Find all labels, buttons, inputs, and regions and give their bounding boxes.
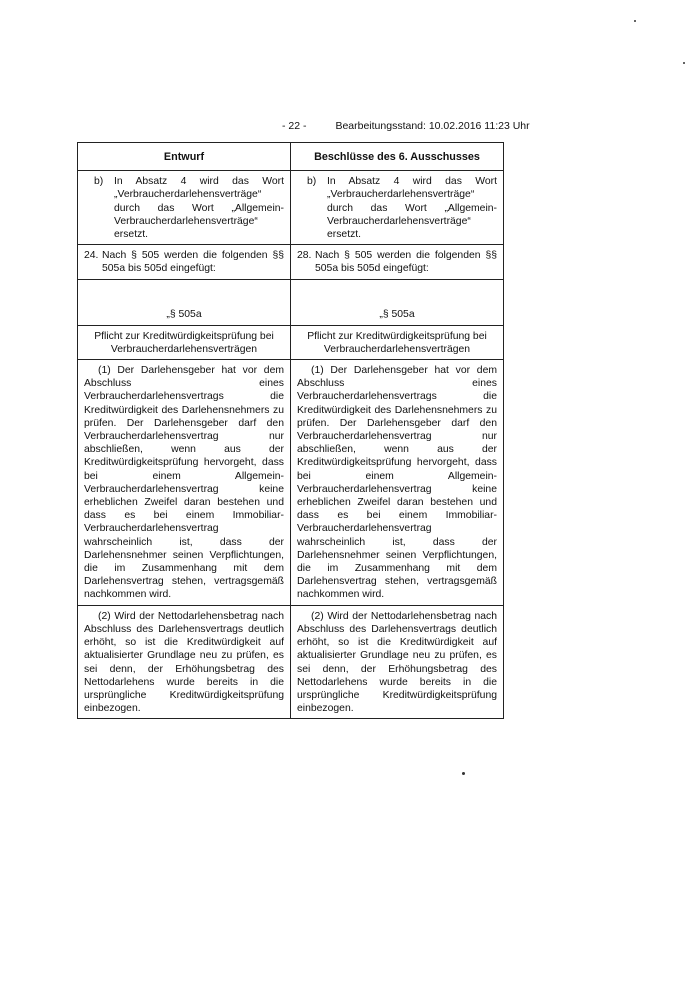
synopsis-table [77,142,504,719]
cell-right [291,245,504,279]
cell-left [78,171,291,245]
item-text: In Absatz 4 wird das Wort „Verbraucherdarlehensverträge“ durch das Wort „Allgemein-Verbraucherdarlehensverträge“ ersetzt. [327,176,497,241]
page-number: - 22 - [282,120,307,132]
edit-status: Bearbeitungsstand: 10.02.2016 11:23 Uhr [335,120,530,132]
cell-right [291,171,504,245]
item-number: 28. [297,250,312,262]
scan-speck [683,62,685,64]
item-text: Nach § 505 werden die folgenden §§ 505a bis 505d eingefügt: [315,250,497,275]
page-header [282,120,530,132]
table-row [78,325,504,359]
table-row [78,171,504,245]
item-text: In Absatz 4 wird das Wort „Verbraucherdarlehensverträge“ durch das Wort „Allgemein-Verbraucherdarlehensverträge“ ersetzt. [114,176,284,241]
section-heading: „§ 505a [291,279,504,325]
column-header-beschluesse: Beschlüsse des 6. Ausschusses [291,143,504,171]
table-row [78,605,504,719]
scan-speck [462,772,465,775]
paragraph-2: (2) Wird der Nettodarlehensbetrag nach Abschluss des Darlehensvertrags deutlich erhöht, so ist die Kreditwürdigkeit auf aktualisierter Grundlage neu zu prüfen, es sei denn, der Erhöhungsbetrag des Nettodarlehens wurde bereits in die ursprüngliche Kreditwürdigkeitsprüfung einbezogen. [78,605,291,719]
table-row [78,360,504,606]
section-title: Pflicht zur Kreditwürdigkeitsprüfung bei Verbraucherdarlehensverträgen [291,325,504,359]
table-row [78,279,504,325]
cell-left [78,245,291,279]
section-title: Pflicht zur Kreditwürdigkeitsprüfung bei Verbraucherdarlehensverträgen [78,325,291,359]
paragraph-1: (1) Der Darlehensgeber hat vor dem Abschluss eines Verbraucherdarlehensvertrags die Kreditwürdigkeit des Darlehensnehmers zu prüfen. Der Darlehensgeber darf den Verbraucherdarlehensvertrag nur abschließen, wenn aus der Kreditwürdigkeitsprüfung hervorgeht, dass bei einem Allgemein-Verbraucherdarlehensvertrag keine erheblichen Zweifel daran bestehen und dass es bei einem Immobiliar-Verbraucherdarlehensvertrag wahrscheinlich ist, dass der Darlehensnehmer seinen Verpflichtungen, die im Zusammenhang mit dem Darlehensvertrag stehen, vertragsgemäß nachkommen wird. [78,360,291,606]
item-label: b) [307,176,317,188]
section-heading: „§ 505a [78,279,291,325]
item-label: b) [94,176,104,188]
column-header-entwurf: Entwurf [78,143,291,171]
table-row [78,245,504,279]
paragraph-2: (2) Wird der Nettodarlehensbetrag nach Abschluss des Darlehensvertrags deutlich erhöht, so ist die Kreditwürdigkeit auf aktualisierter Grundlage neu zu prüfen, es sei denn, der Erhöhungsbetrag des Nettodarlehens wurde bereits in die ursprüngliche Kreditwürdigkeitsprüfung einbezogen. [291,605,504,719]
item-number: 24. [84,250,99,262]
item-text: Nach § 505 werden die folgenden §§ 505a bis 505d eingefügt: [102,250,284,275]
scan-speck [634,20,636,22]
paragraph-1: (1) Der Darlehensgeber hat vor dem Abschluss eines Verbraucherdarlehensvertrags die Kreditwürdigkeit des Darlehensnehmers zu prüfen. Der Darlehensgeber darf den Verbraucherdarlehensvertrag nur abschließen, wenn aus der Kreditwürdigkeitsprüfung hervorgeht, dass bei einem Allgemein-Verbraucherdarlehensvertrag keine erheblichen Zweifel daran bestehen und dass es bei einem Immobiliar-Verbraucherdarlehensvertrag wahrscheinlich ist, dass der Darlehensnehmer seinen Verpflichtungen, die im Zusammenhang mit dem Darlehensvertrag stehen, vertragsgemäß nachkommen wird. [291,360,504,606]
table-header-row [78,143,504,171]
